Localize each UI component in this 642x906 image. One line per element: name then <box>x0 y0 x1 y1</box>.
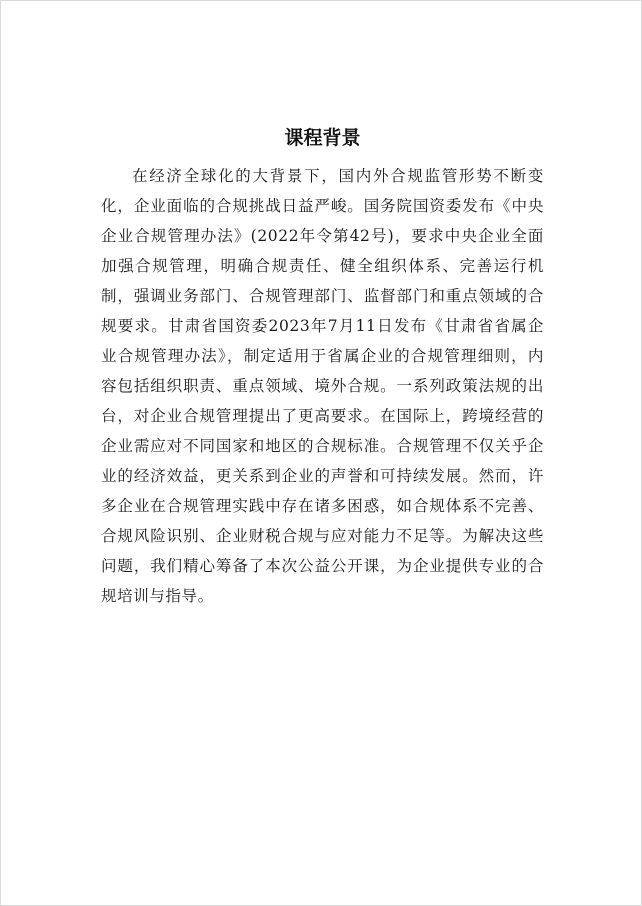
body-paragraph: 在经济全球化的大背景下，国内外合规监管形势不断变化，企业面临的合规挑战日益严峻。国务院国资委发布《中央企业合规管理办法》(2022年令第42号)，要求中央企业全面加强合规管理，明确合规责任、健全组织体系、完善运行机制，强调业务部门、合规管理部门、监督部门和重点领域的合规要求。甘肃省国资委2023年7月11日发布《甘肃省省属企业合规管理办法》，制定适用于省属企业的合规管理细则，内容包括组织职责、重点领域、境外合规。一系列政策法规的出台，对企业合规管理提出了更高要求。在国际上，跨境经营的企业需应对不同国家和地区的合规标准。合规管理不仅关乎企业的经济效益，更关系到企业的声誉和可持续发展。然而，许多企业在合规管理实践中存在诸多困惑，如合规体系不完善、合规风险识别、企业财税合规与应对能力不足等。为解决这些问题，我们精心筹备了本次公益公开课，为企业提供专业的合规培训与指导。 <box>101 167 544 605</box>
page-title: 课程背景 <box>284 127 361 149</box>
document-body <box>101 125 544 611</box>
